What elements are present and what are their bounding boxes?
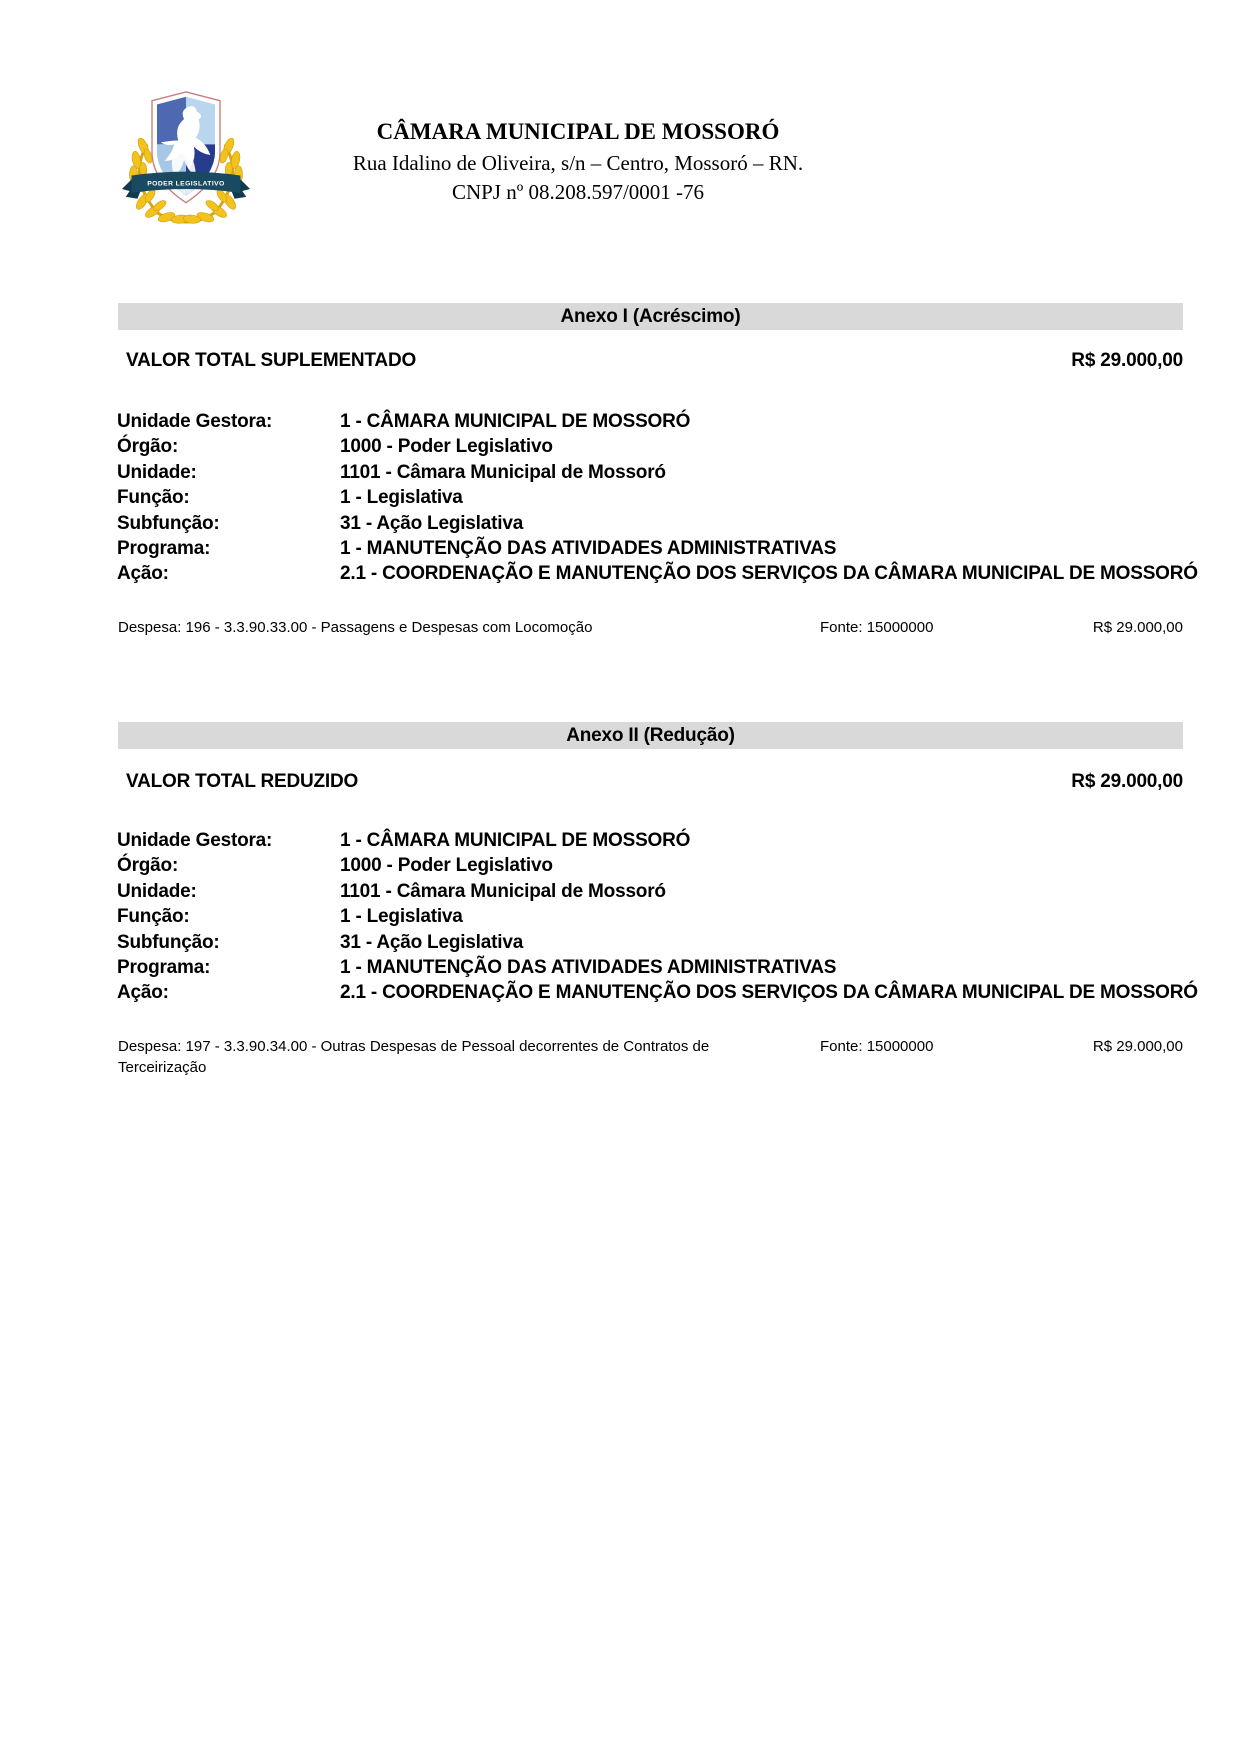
despesa-fonte: Fonte: 15000000 xyxy=(820,1038,934,1055)
anexo-1-title-bar: Anexo I (Acréscimo) xyxy=(118,303,1183,330)
field-value: 1 - CÂMARA MUNICIPAL DE MOSSORÓ xyxy=(340,830,691,851)
field-label: Subfunção: xyxy=(117,931,220,953)
camara-logo xyxy=(118,84,254,230)
anexo-1-despesa-row xyxy=(118,617,1183,638)
org-address: Rua Idalino de Oliveira, s/n – Centro, Mossoró – RN. xyxy=(352,151,804,175)
field-value: 2.1 - COORDENAÇÃO E MANUTENÇÃO DOS SERVIÇOS DA CÂMARA MUNICIPAL DE MOSSORÓ xyxy=(340,563,1198,585)
field-value: 31 - Ação Legislativa xyxy=(340,512,524,534)
org-name: CÂMARA MUNICIPAL DE MOSSORÓ xyxy=(376,119,780,144)
field-value: 1101 - Câmara Municipal de Mossoró xyxy=(340,461,666,483)
anexo-2-despesa-row xyxy=(118,1036,1183,1078)
anexo-1-fields-table xyxy=(117,409,1202,587)
field-label: Função: xyxy=(117,906,190,928)
anexo-2-title-bar: Anexo II (Redução) xyxy=(118,722,1183,749)
field-label: Unidade Gestora: xyxy=(117,830,273,851)
total-label: VALOR TOTAL REDUZIDO xyxy=(126,771,359,792)
field-label: Unidade: xyxy=(117,461,197,483)
field-value: 1 - MANUTENÇÃO DAS ATIVIDADES ADMINISTRATIVAS xyxy=(340,957,837,979)
field-value: 1101 - Câmara Municipal de Mossoró xyxy=(340,880,666,902)
anexo-2-fields-table xyxy=(117,828,1202,1006)
letterhead xyxy=(250,116,906,206)
field-value: 1 - MANUTENÇÃO DAS ATIVIDADES ADMINISTRATIVAS xyxy=(340,538,837,560)
banner-text: PODER LEGISLATIVO xyxy=(147,180,225,188)
despesa-valor: R$ 29.000,00 xyxy=(1092,619,1183,636)
field-label: Unidade Gestora: xyxy=(117,411,273,432)
field-value: 1000 - Poder Legislativo xyxy=(340,436,553,458)
org-cnpj: CNPJ nº 08.208.597/0001 -76 xyxy=(451,180,705,204)
total-value: R$ 29.000,00 xyxy=(1071,771,1183,792)
field-label: Subfunção: xyxy=(117,512,220,534)
field-label: Órgão: xyxy=(117,855,179,877)
despesa-description: Despesa: 196 - 3.3.90.33.00 - Passagens e Despesas com Locomoção xyxy=(118,619,593,636)
despesa-fonte: Fonte: 15000000 xyxy=(820,619,934,636)
field-value: 1000 - Poder Legislativo xyxy=(340,855,553,877)
field-value: 1 - CÂMARA MUNICIPAL DE MOSSORÓ xyxy=(340,411,691,432)
anexo-2-total-row xyxy=(118,771,1183,793)
anexo-1-total-row xyxy=(118,350,1183,372)
field-value: 1 - Legislativa xyxy=(340,906,463,928)
field-label: Programa: xyxy=(117,957,211,979)
field-value: 31 - Ação Legislativa xyxy=(340,931,524,953)
field-label: Órgão: xyxy=(117,436,179,458)
field-value: 1 - Legislativa xyxy=(340,487,463,509)
field-label: Ação: xyxy=(117,563,169,585)
field-value: 2.1 - COORDENAÇÃO E MANUTENÇÃO DOS SERVIÇOS DA CÂMARA MUNICIPAL DE MOSSORÓ xyxy=(340,982,1198,1004)
field-label: Programa: xyxy=(117,538,211,560)
field-label: Ação: xyxy=(117,982,169,1004)
despesa-valor: R$ 29.000,00 xyxy=(1092,1038,1183,1055)
field-label: Função: xyxy=(117,487,190,509)
total-label: VALOR TOTAL SUPLEMENTADO xyxy=(126,350,417,371)
field-label: Unidade: xyxy=(117,880,197,902)
total-value: R$ 29.000,00 xyxy=(1071,350,1183,371)
despesa-description: Despesa: 197 - 3.3.90.34.00 - Outras Despesas de Pessoal decorrentes de Contratos de Terceirização xyxy=(118,1038,710,1076)
